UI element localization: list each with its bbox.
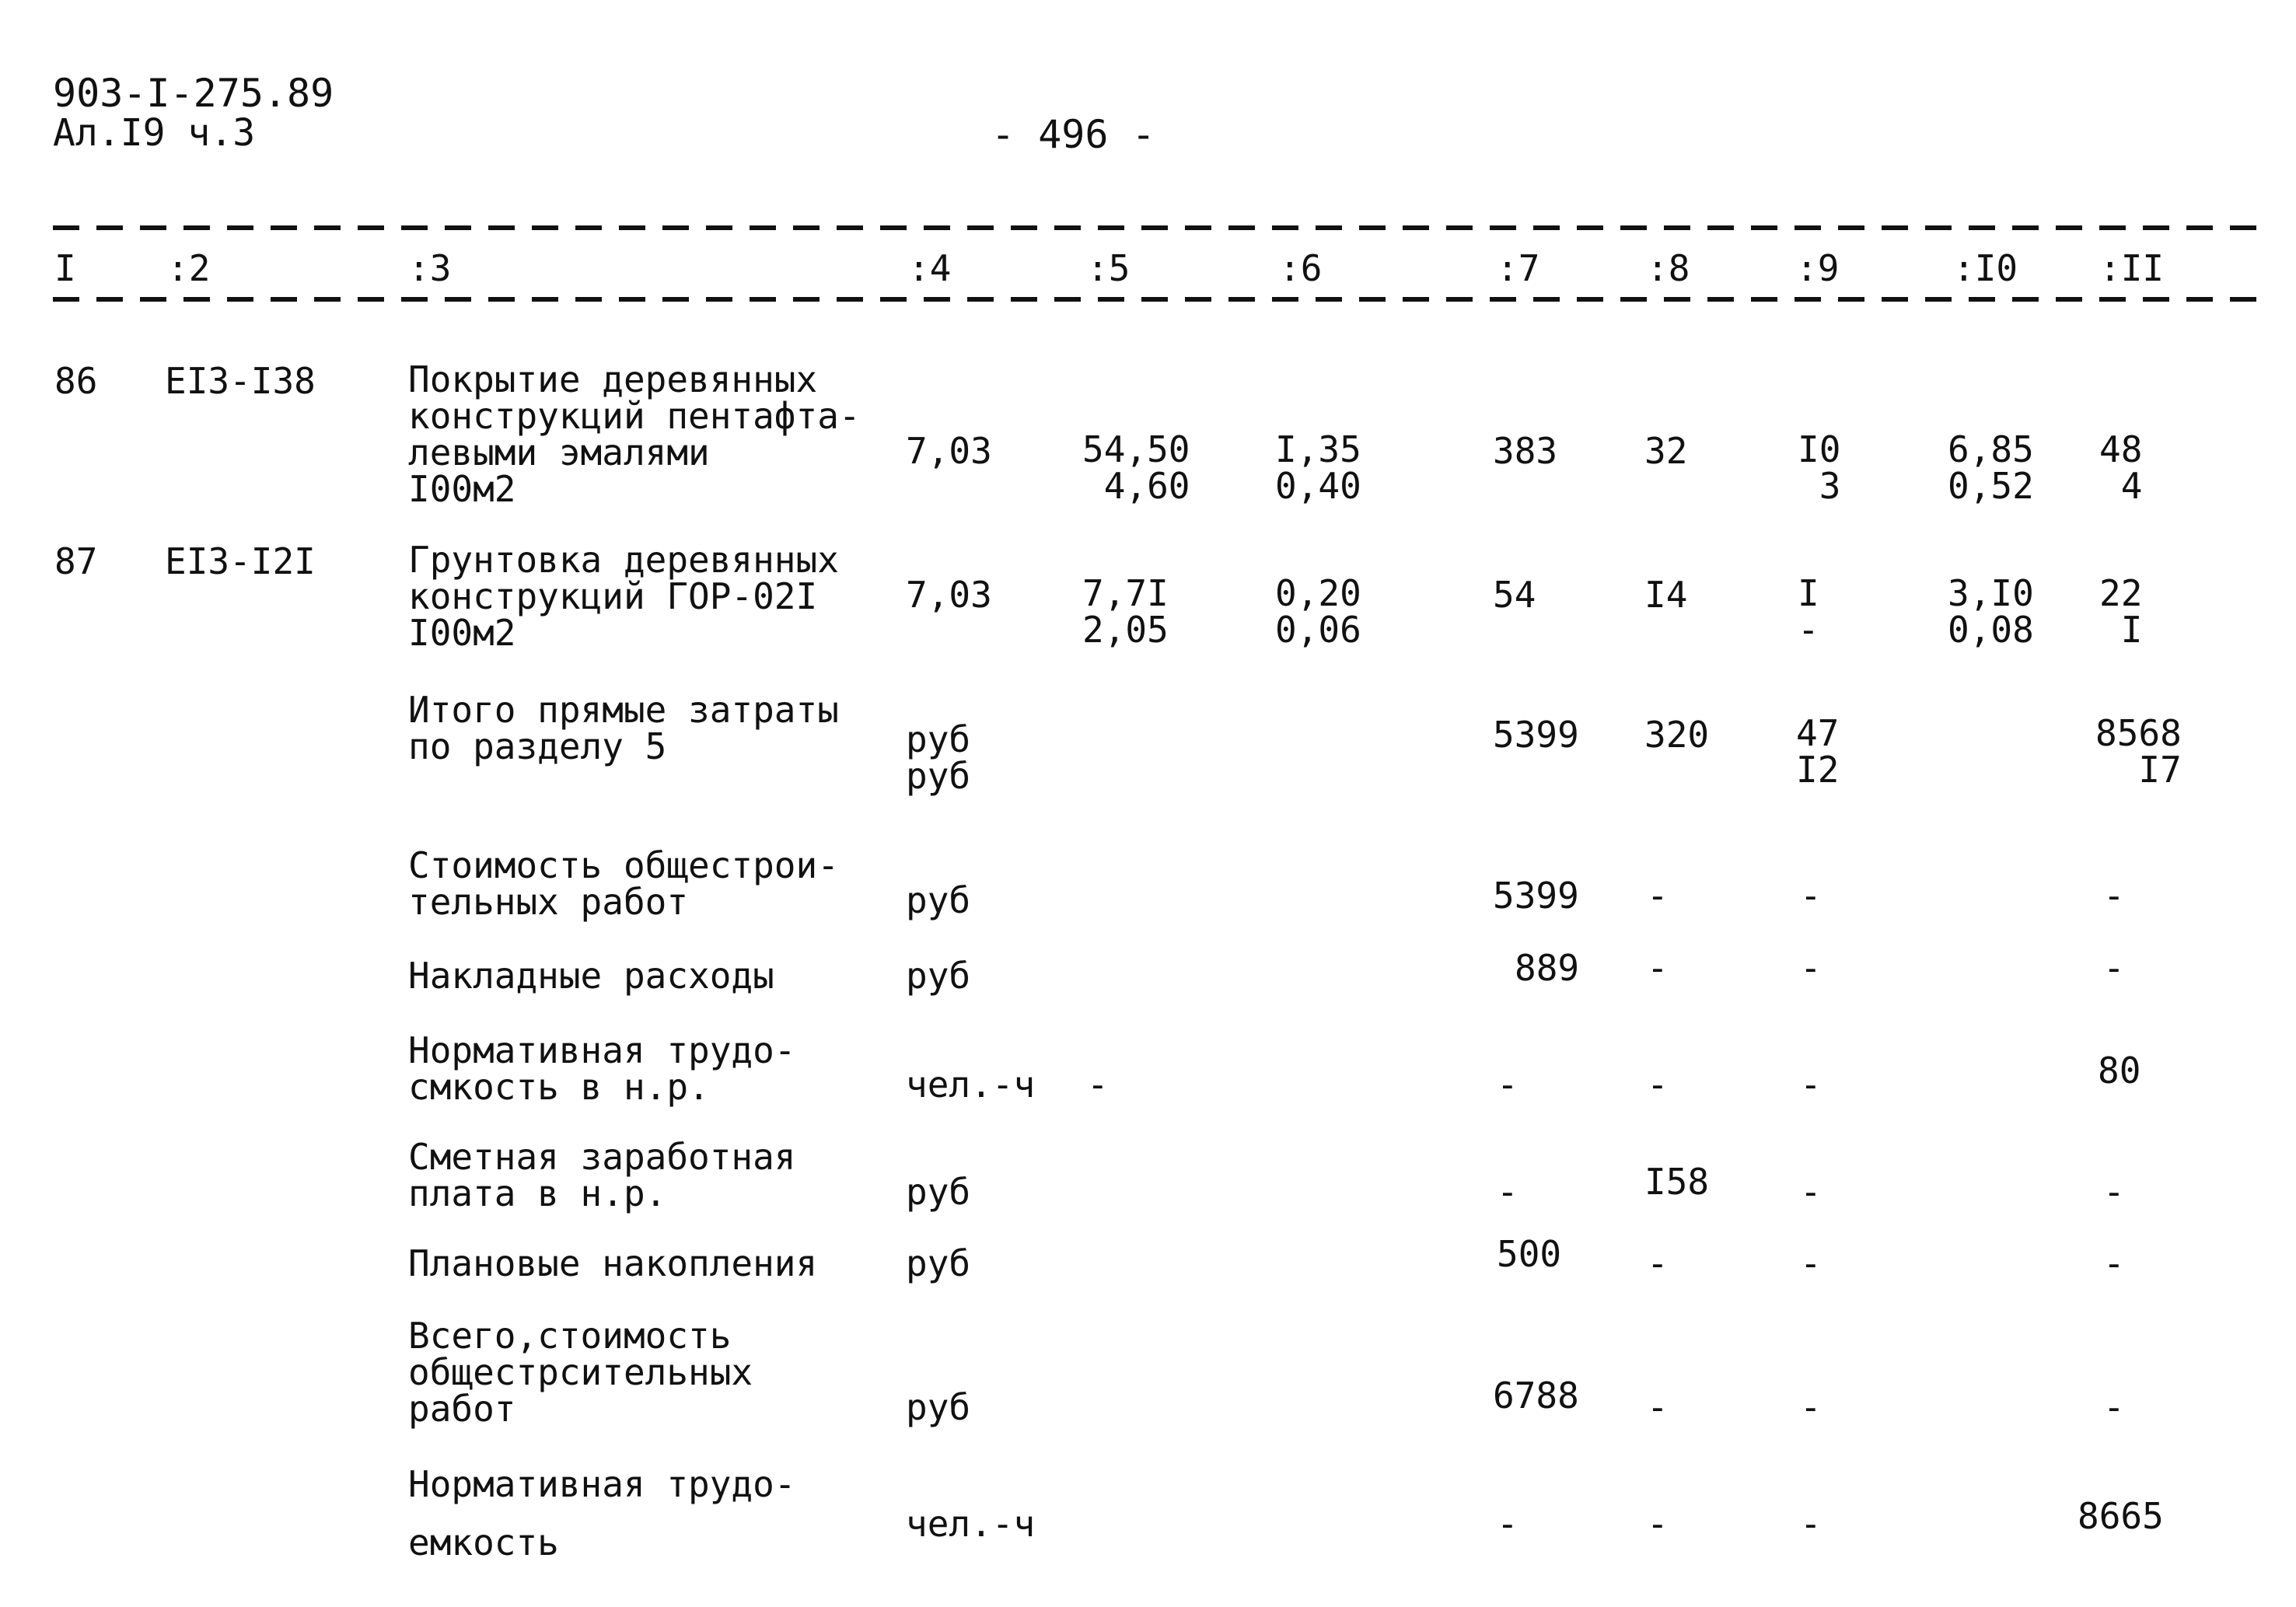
row-c7: 54 (1493, 574, 1536, 616)
summary-unit: руб (906, 1242, 971, 1284)
summary-c11: - (2103, 947, 2125, 989)
summary-c7: - (1497, 1503, 1518, 1545)
summary-c8: - (1647, 1503, 1669, 1545)
col-header-7: :7 (1497, 247, 1540, 289)
row-c8: I4 (1644, 574, 1688, 616)
summary-c11: 8665 (2078, 1495, 2164, 1537)
summary-description: Нормативная трудо- смкость в н.р. (408, 1029, 796, 1108)
col-header-4: :4 (908, 247, 952, 289)
row-c4: 7,03 (906, 430, 992, 472)
row-description: Покрытие деревянных конструкций пентафта- левыми эмалями I00м2 (408, 358, 861, 510)
summary-c8: I58 (1644, 1161, 1710, 1203)
summary-c8: - (1647, 1242, 1669, 1284)
summary-description: Плановые накопления (408, 1242, 818, 1284)
summary-description: Сметная заработная плата в н.р. (408, 1136, 796, 1214)
summary-description: Нормативная трудо- емкость (408, 1463, 796, 1563)
summary-c9: - (1800, 1503, 1822, 1545)
col-header-2: :2 (167, 247, 211, 289)
row-number: 86 (54, 360, 98, 402)
summary-unit: руб (906, 1386, 971, 1428)
row-c10: 3,I0 0,08 (1948, 572, 2034, 651)
row-c9: I - (1798, 572, 1819, 651)
summary-unit: руб (906, 879, 971, 921)
header-rule-top (53, 225, 2261, 230)
summary-unit: чел.-ч (906, 1503, 1036, 1545)
summary-c9: 47 I2 (1796, 712, 1840, 791)
row-c9: I0 3 (1798, 428, 1841, 507)
summary-description: Стоимость общестрои- тельных работ (408, 844, 839, 923)
summary-description: Всего,стоимость общестрсительных работ (408, 1315, 753, 1430)
row-c11: 48 4 (2099, 428, 2143, 507)
summary-c11: 8568 I7 (2095, 712, 2182, 791)
summary-unit: руб (906, 1171, 971, 1213)
summary-c7: 5399 (1493, 875, 1579, 917)
row-description: Грунтовка деревянных конструкций ГОР-02I I00м2 (408, 539, 839, 654)
col-header-9: :9 (1796, 247, 1840, 289)
row-c10: 6,85 0,52 (1948, 428, 2034, 507)
summary-c11: - (2103, 875, 2125, 917)
row-c6: I,35 0,40 (1275, 428, 1361, 507)
summary-description: Итого прямые затраты по разделу 5 (408, 689, 839, 767)
summary-c7: 889 (1515, 947, 1580, 989)
summary-c9: - (1800, 1171, 1822, 1213)
summary-c8: 320 (1644, 714, 1710, 756)
row-c11: 22 I (2099, 572, 2143, 651)
summary-c9: - (1800, 1242, 1822, 1284)
summary-c9: - (1800, 1386, 1822, 1428)
row-c5: 54,50 4,60 (1082, 428, 1190, 507)
summary-unit: чел.-ч (906, 1064, 1036, 1106)
row-code: EI3-I38 (165, 360, 316, 402)
col-header-6: :6 (1279, 247, 1323, 289)
header-rule-bottom (53, 297, 2261, 302)
summary-c7: - (1497, 1171, 1518, 1213)
summary-c9: - (1800, 1064, 1822, 1106)
summary-c8: - (1647, 1064, 1669, 1106)
summary-c11: 80 (2098, 1050, 2141, 1092)
row-c6: 0,20 0,06 (1275, 572, 1361, 651)
summary-c8: - (1647, 875, 1669, 917)
summary-c7: 6788 (1493, 1375, 1579, 1417)
summary-c8: - (1647, 947, 1669, 989)
summary-c9: - (1800, 875, 1822, 917)
row-c4: 7,03 (906, 574, 992, 616)
row-number: 87 (54, 540, 98, 582)
col-header-8: :8 (1647, 247, 1690, 289)
col-header-1: I (54, 247, 76, 289)
col-header-11: :II (2099, 247, 2165, 289)
album-ref: Ал.I9 ч.3 (53, 111, 256, 155)
summary-c11: - (2103, 1171, 2125, 1213)
col-header-5: :5 (1087, 247, 1131, 289)
summary-c11: - (2103, 1242, 2125, 1284)
summary-unit: руб руб (906, 718, 971, 797)
summary-c11: - (2103, 1386, 2125, 1428)
col-header-3: :3 (408, 247, 452, 289)
row-code: EI3-I2I (165, 540, 316, 582)
doc-code: 903-I-275.89 (53, 71, 334, 116)
row-c5: 7,7I 2,05 (1082, 572, 1169, 651)
summary-c7: 500 (1497, 1233, 1562, 1275)
summary-c9: - (1800, 947, 1822, 989)
page-number: - 496 - (991, 112, 1155, 157)
col-header-10: :I0 (1953, 247, 2018, 289)
summary-unit: руб (906, 955, 971, 997)
summary-c7: 5399 (1493, 714, 1579, 756)
summary-c7: - (1497, 1064, 1518, 1106)
summary-description: Накладные расходы (408, 955, 774, 997)
summary-c8: - (1647, 1386, 1669, 1428)
row-c8: 32 (1644, 430, 1688, 472)
summary-c5: - (1087, 1064, 1109, 1106)
row-c7: 383 (1493, 430, 1558, 472)
